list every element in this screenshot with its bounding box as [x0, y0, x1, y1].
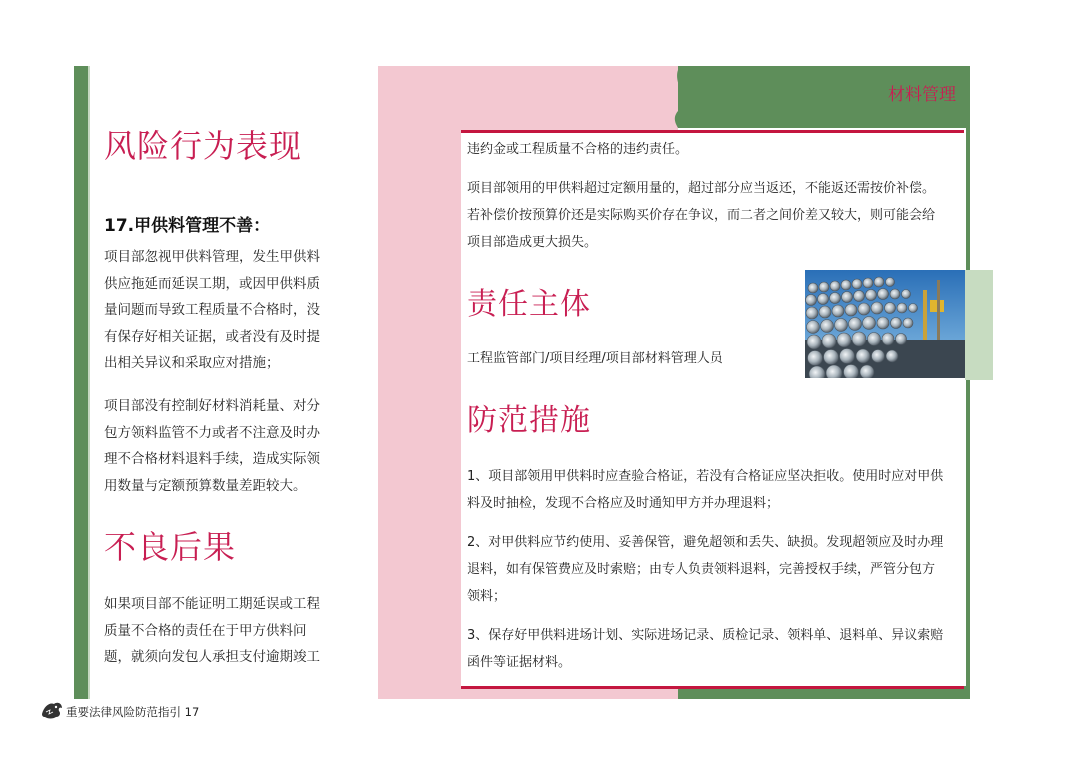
prevention-title: 防范措施	[467, 403, 591, 438]
card-top-rule	[461, 130, 964, 133]
wave-divider	[660, 66, 700, 128]
consequence-title: 不良后果	[104, 528, 237, 566]
measure-1: 1、项目部领用甲供料时应查验合格证，若没有合格证应坚决拒收。使用时应对甲供 料及时抽检，发现不合格应及时通知甲方并办理退料；	[467, 469, 944, 511]
intro-line-1: 违约金或工程质量不合格的违约责任。	[467, 142, 689, 157]
risk-behavior-title: 风险行为表现	[104, 127, 303, 165]
card-bottom-rule	[461, 686, 964, 689]
responsible-party-text: 工程监管部门/项目经理/项目部材料管理人员	[467, 351, 723, 366]
steel-pipes-photo	[805, 270, 965, 378]
left-bar-highlight	[88, 66, 90, 699]
consequence-paragraph: 如果项目部不能证明工期延误或工程 质量不合格的责任在于甲方供料问 题，就须向发包人承担支付逾期竣工	[104, 596, 320, 665]
dragon-emblem-icon	[40, 698, 64, 720]
green-right-edge	[966, 66, 970, 699]
risk-paragraph-2: 项目部没有控制好材料消耗量、对分 包方领料监管不力或者不注意及时办 理不合格材料退料手续，造成实际领 用数量与定额预算数量差距较大。	[104, 398, 320, 494]
item-17-subtitle: 17.甲供料管理不善：	[104, 216, 271, 236]
left-green-bar	[74, 66, 88, 699]
footer-page-label: 重要法律风险防范指引 17	[66, 705, 200, 719]
photo-side-panel	[965, 270, 993, 380]
measure-3: 3、保存好甲供料进场计划、实际进场记录、质检记录、领料单、退料单、异议索赔 函件等证据材料。	[467, 628, 944, 670]
risk-paragraph-1: 项目部忽视甲供料管理，发生甲供料 供应拖延而延误工期，或因甲供料质 量问题而导致工程质量不合格时，没 有保存好相关证据，或者没有及时提 出相关异议和采取应对措施；	[104, 249, 320, 371]
section-tag-materials: 材料管理	[888, 85, 956, 105]
intro-paragraph-2: 项目部领用的甲供料超过定额用量的，超过部分应当返还，不能返还需按价补偿。 若补偿价按预算价还是实际购买价存在争议，而二者之间价差又较大，则可能会给 项目部造成更大损失。	[467, 181, 936, 250]
measure-2: 2、对甲供料应节约使用、妥善保管，避免超领和丢失、缺损。发现超领应及时办理 退料，如有保管费应及时索赔；由专人负责领料退料，完善授权手续，严管分包方 领料；	[467, 535, 944, 604]
responsible-party-title: 责任主体	[467, 287, 591, 322]
